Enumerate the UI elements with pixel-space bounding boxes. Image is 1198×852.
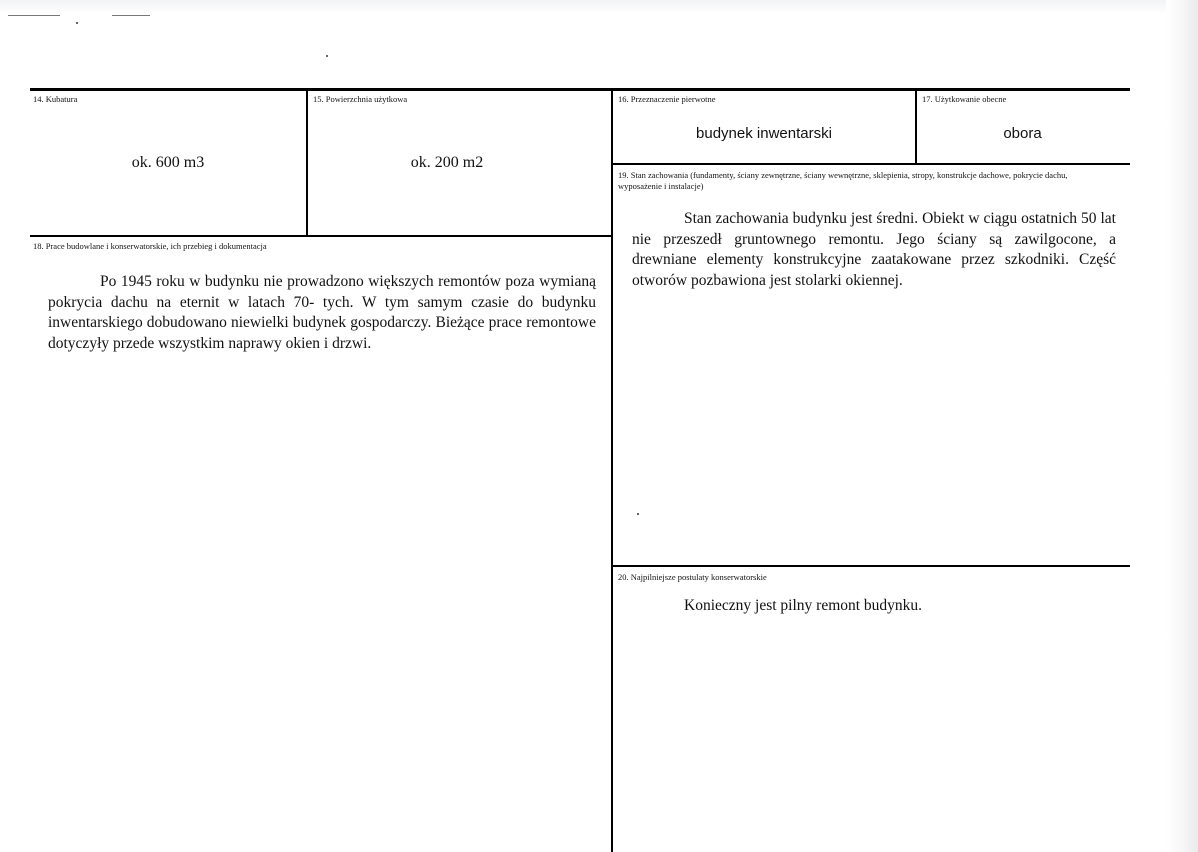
scan-edge-right [1166, 0, 1198, 852]
field-19-text: Stan zachowania budynku jest średni. Obiekt w ciągu ostatnich 50 lat nie przeszedł gruntownego remontu. Jego ściany są zawilgocone, a drewniane elementy konstrukcyjne zaatakowane przez szkodniki. Część otworów pozbawiona jest stolarki okiennej. [632, 210, 1116, 289]
scan-mark [112, 15, 150, 16]
row-divider-left [30, 235, 612, 237]
field-20-label: 20. Najpilniejsze postulaty konserwatorskie [618, 572, 767, 582]
field-20-text: Konieczny jest pilny remont budynku. [684, 597, 923, 614]
field-19-label: 19. Stan zachowania (fundamenty, ściany zewnętrzne, ściany wewnętrzne, sklepienia, stropy, konstrukcje dachowe, pokrycie dachu, wyposażenie i instalacje) [618, 170, 1068, 191]
scan-speck [637, 513, 639, 515]
scan-edge-top [0, 0, 1198, 14]
row-divider-right-16-19 [612, 163, 1130, 165]
col-divider-main [611, 88, 613, 852]
scan-speck [76, 22, 78, 24]
field-15-value: ok. 200 m2 [410, 154, 484, 171]
field-14-label: 14. Kubatura [33, 94, 78, 104]
field-17-value: obora [1003, 125, 1042, 142]
form-top-rule [30, 88, 1130, 91]
field-16-label: 16. Przeznaczenie pierwotne [618, 94, 716, 104]
field-16-value: budynek inwentarski [696, 125, 832, 142]
field-18-text: Po 1945 roku w budynku nie prowadzono większych remontów poza wymianą pokrycia dachu na eternit w latach 70- tych. W tym samym czasie do budynku inwentarskiego dobudowano niewielki budynek gospodarczy. Bieżące prace remontowe dotyczyły przede wszystkim naprawy okien i drzwi. [48, 273, 596, 352]
row-divider-right-19-20 [612, 565, 1130, 567]
field-15-label: 15. Powierzchnia użytkowa [313, 94, 408, 104]
scan-mark [8, 15, 60, 16]
field-14-value: ok. 600 m3 [131, 154, 205, 171]
scan-speck [326, 55, 328, 57]
field-18-label: 18. Prace budowlane i konserwatorskie, ich przebieg i dokumentacja [33, 241, 267, 251]
field-17-label: 17. Użytkowanie obecne [922, 94, 1007, 104]
